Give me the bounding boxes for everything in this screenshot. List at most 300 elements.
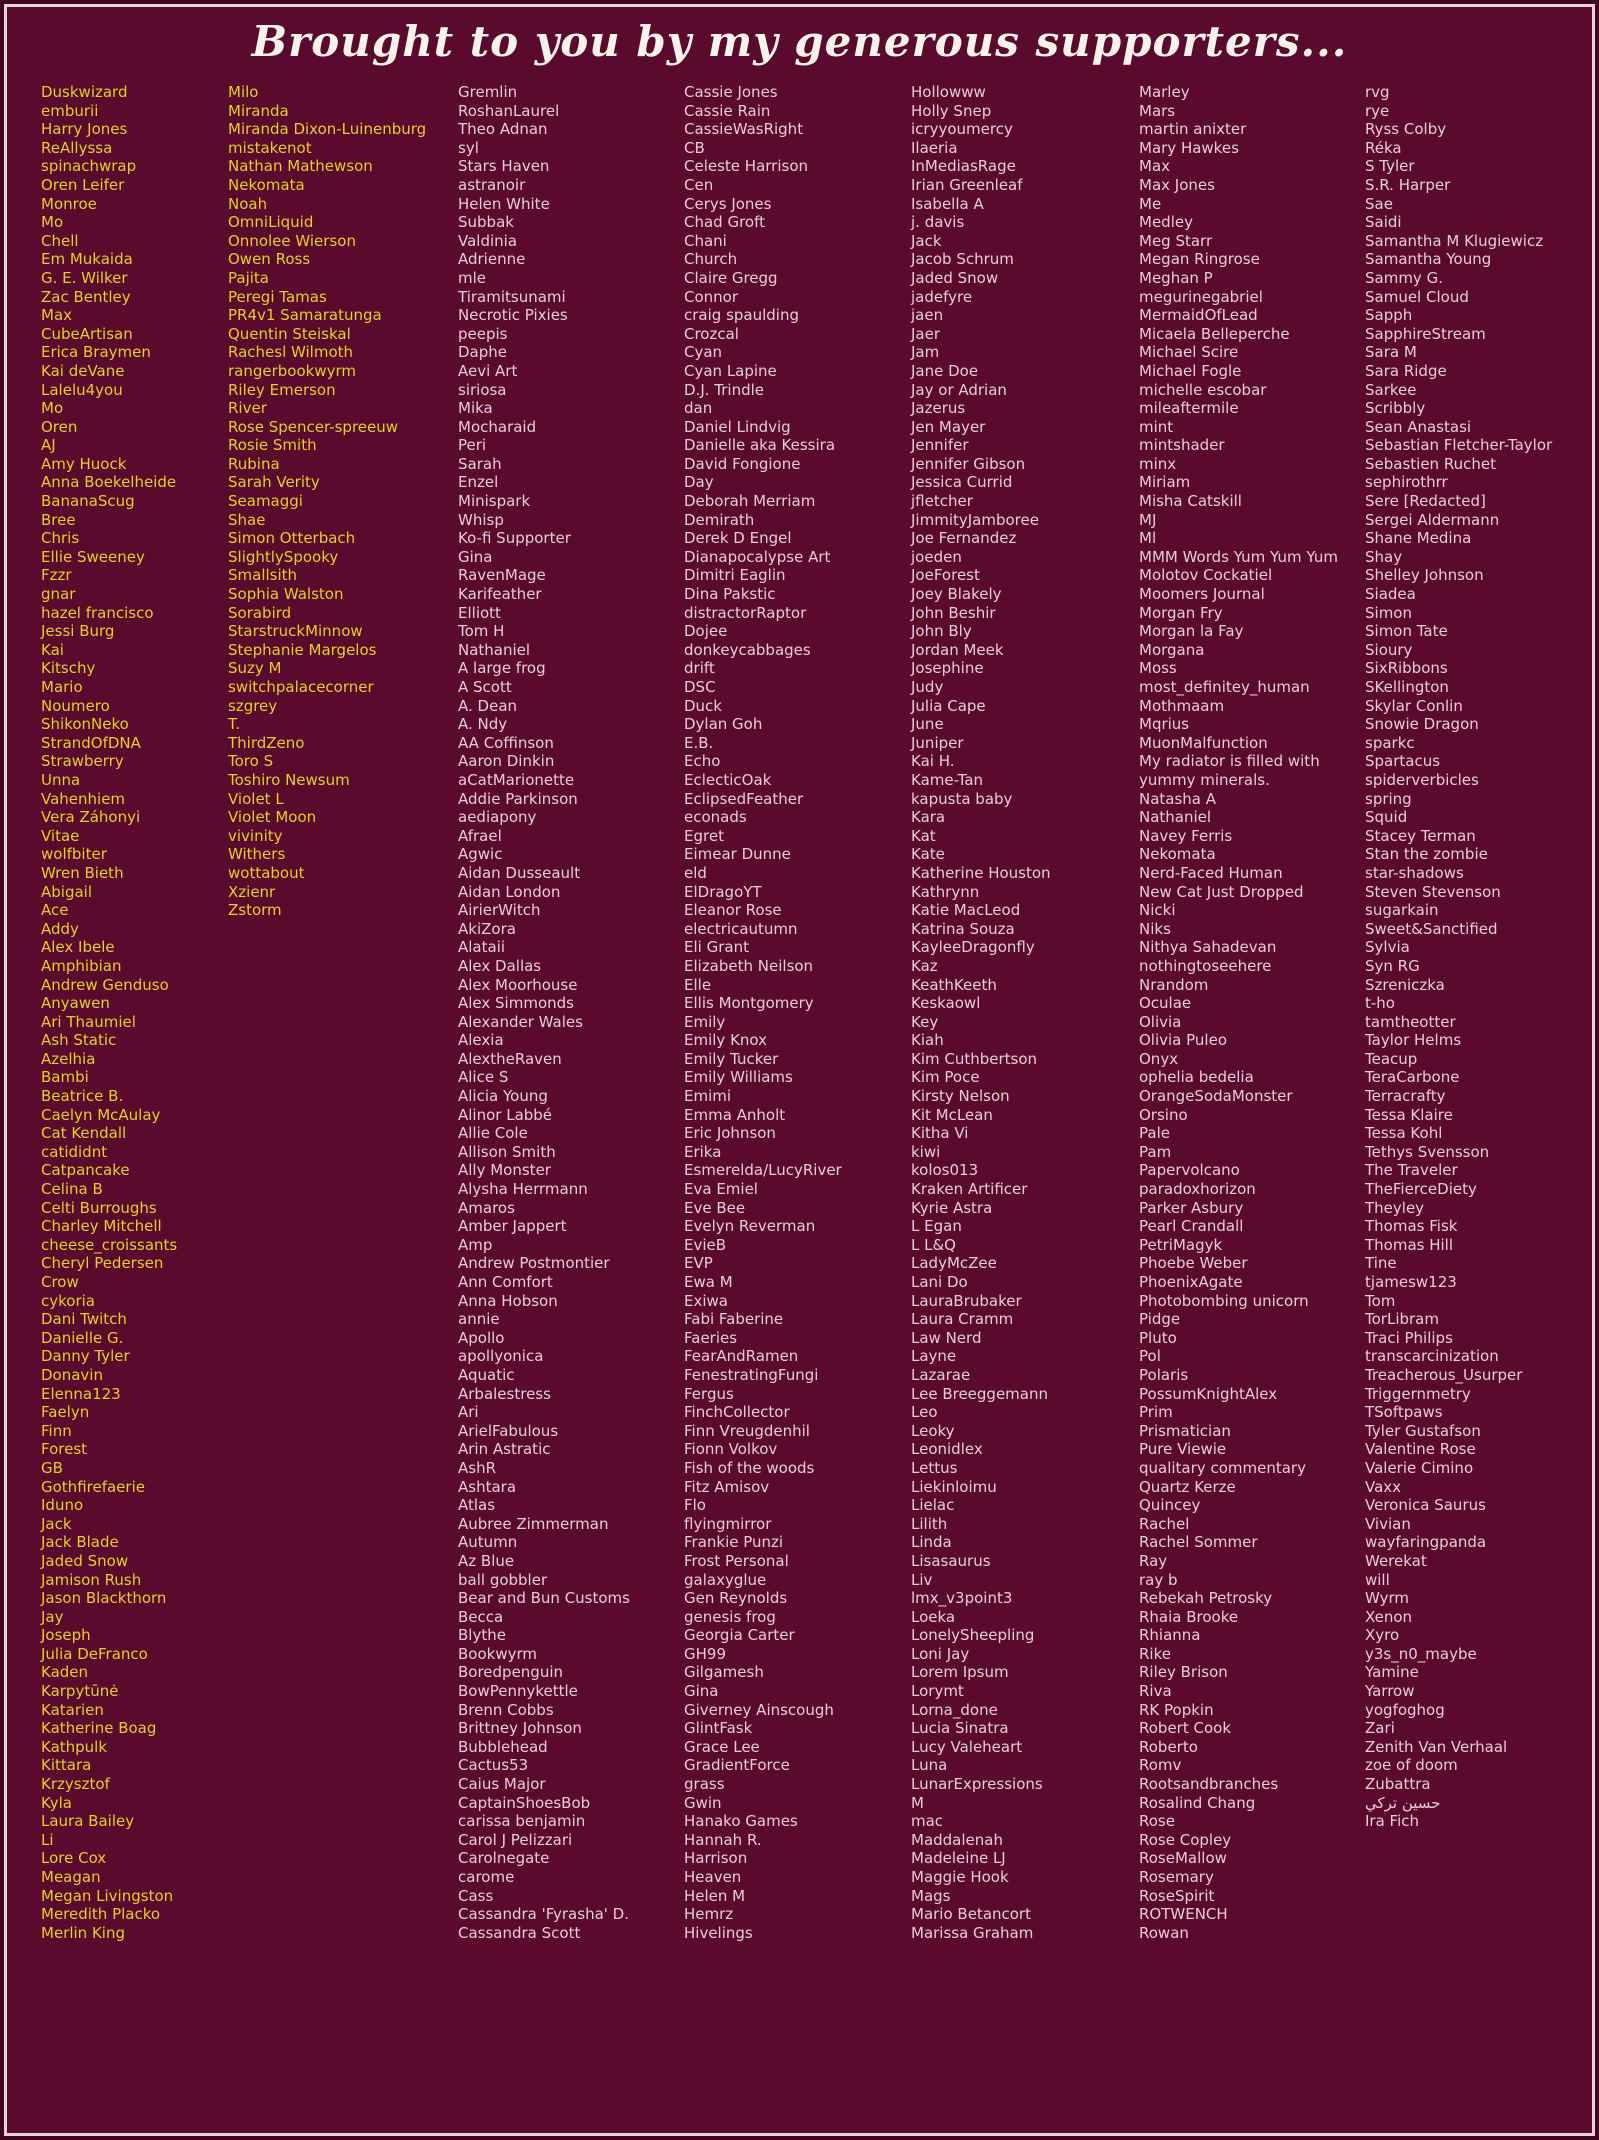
supporter-name: Emimi [684, 1087, 732, 1106]
supporter-name: Vera Záhonyi [41, 808, 141, 827]
supporter-name: flyingmirror [684, 1514, 772, 1533]
supporter-name: Hivelings [684, 1923, 753, 1942]
supporter-name: DSC [684, 678, 716, 696]
supporter-name: BananaScug [41, 492, 135, 511]
supporter-name: Rhaia Brooke [1139, 1607, 1239, 1626]
supporter-name: A Scott [458, 678, 512, 696]
supporter-name: Rachel Sommer [1139, 1533, 1258, 1552]
supporter-name: EclecticOak [684, 770, 772, 789]
supporter-name: Sarah Verity [228, 473, 320, 492]
supporter-name: Ann Comfort [458, 1273, 553, 1291]
supporter-name: Daniel Lindvig [684, 417, 791, 436]
supporter-name: Traci Philips [1365, 1328, 1453, 1347]
supporter-name: Jacob Schrum [911, 250, 1014, 269]
supporter-name: galaxyglue [684, 1570, 767, 1589]
supporter-name: SKellington [1365, 678, 1449, 696]
supporter-name: Jaded Snow [911, 268, 999, 287]
supporter-name: Arin Astratic [458, 1440, 551, 1459]
supporter-name: sparkc [1365, 733, 1415, 752]
supporter-name: Erica Braymen [41, 343, 151, 362]
supporter-name: Jennifer Gibson [911, 454, 1026, 473]
supporter-name: Niks [1139, 919, 1171, 938]
supporter-name: Rike [1139, 1644, 1171, 1663]
supporter-name: L Egan [911, 1217, 962, 1236]
supporter-name: Lee Breeggemann [911, 1384, 1048, 1403]
supporter-name: Necrotic Pixies [458, 306, 568, 325]
supporter-name: RavenMage [458, 566, 546, 585]
supporter-name: Jack [911, 231, 942, 250]
supporter-name: Sara M [1365, 343, 1417, 362]
supporter-name: Bree [41, 510, 76, 529]
supporter-name: Veronica Saurus [1365, 1496, 1486, 1515]
supporter-name: Ewa M [684, 1273, 733, 1291]
supporter-name: ElDragoYT [684, 882, 762, 901]
supporter-name: Keskaowl [911, 994, 981, 1013]
supporter-name: Parker Asbury [1139, 1198, 1244, 1217]
supporter-name: Li [41, 1830, 54, 1849]
supporter-name: Bear and Bun Customs [458, 1589, 630, 1608]
supporter-name: AshR [458, 1458, 497, 1477]
supporter-name: Anna Boekelheide [41, 473, 177, 492]
supporter-name: minx [1139, 454, 1177, 473]
supporter-name: Bambi [41, 1068, 89, 1087]
supporter-name: June [911, 715, 944, 734]
supporter-name: Emily Tucker [684, 1049, 779, 1068]
supporter-name: Jessica Currid [911, 473, 1013, 492]
supporter-name: Jessi Burg [41, 622, 115, 641]
supporter-name: Theyley [1365, 1198, 1425, 1217]
supporter-name: Valentine Rose [1365, 1440, 1476, 1459]
supporters-page [4, 4, 1595, 2136]
supporter-name: Agwic [458, 845, 503, 864]
supporter-name: nothingtoseehere [1139, 956, 1272, 975]
supporter-name: Eva Emiel [684, 1180, 758, 1199]
supporter-name: SixRibbons [1365, 659, 1448, 678]
supporter-name: ray b [1139, 1570, 1178, 1589]
supporter-name: Daphe [458, 343, 507, 362]
supporter-name: Vahenhiem [41, 789, 126, 808]
supporter-name: Theo Adnan [458, 120, 548, 139]
supporter-name: A. Dean [458, 696, 518, 715]
supporter-name: Max [1139, 157, 1171, 176]
supporter-name: Finn Vreugdenhil [684, 1421, 810, 1440]
supporter-name: Judy [911, 678, 944, 696]
supporter-name: Morgan Fry [1139, 603, 1223, 622]
supporter-name: Michael Scire [1139, 343, 1239, 362]
supporter-name: Xyro [1365, 1626, 1400, 1645]
supporter-name: TSoftpaws [1365, 1403, 1443, 1422]
supporter-name: Zac Bentley [41, 287, 131, 306]
supporter-name: Monroe [41, 194, 97, 213]
supporter-name: Moss [1139, 659, 1177, 678]
supporter-name: Jordan Meek [911, 640, 1004, 659]
supporter-name: Smallsith [228, 566, 298, 585]
supporter-name: Nekomata [1139, 845, 1216, 864]
supporter-name: Apollo [458, 1328, 505, 1347]
supporters-column-4 [684, 83, 908, 1942]
supporter-name: rvg [1365, 83, 1390, 101]
supporter-name: EclipsedFeather [684, 789, 804, 808]
supporter-name: Katie MacLeod [911, 901, 1021, 920]
supporter-name: Irian Greenleaf [911, 175, 1023, 194]
supporter-name: Rootsandbranches [1139, 1775, 1279, 1794]
supporter-name: Egret [684, 826, 724, 845]
supporter-name: John Beshir [911, 603, 996, 622]
supporter-name: Abigail [41, 882, 92, 901]
supporter-name: StarstruckMinnow [228, 622, 363, 641]
supporter-name: Caelyn McAulay [41, 1105, 161, 1124]
supporter-name: Robert Cook [1139, 1719, 1232, 1738]
supporter-name: MMM Words Yum Yum Yum [1139, 547, 1338, 566]
supporter-name: Ml [1139, 529, 1157, 548]
supporter-name: Eve Bee [684, 1198, 746, 1217]
supporter-name: StrandOfDNA [41, 733, 141, 752]
supporter-name: Sophia Walston [228, 585, 344, 604]
supporter-name: joeden [911, 547, 962, 566]
supporter-name: Fzzr [41, 566, 72, 585]
supporter-name: hazel francisco [41, 603, 154, 622]
supporter-name: sugarkain [1365, 901, 1439, 920]
supporter-name: Oculae [1139, 994, 1192, 1013]
supporter-name: mle [458, 268, 487, 287]
supporter-name: Aubree Zimmerman [458, 1514, 609, 1533]
supporter-name: yogfoghog [1365, 1700, 1445, 1719]
supporter-name: Danielle G. [41, 1328, 124, 1347]
supporter-name: Giverney Ainscough [684, 1700, 834, 1719]
supporter-name: Ash Static [41, 1031, 117, 1050]
supporter-name: t-ho [1365, 994, 1395, 1013]
supporter-name: Sebastian Fletcher-Taylor [1365, 436, 1553, 455]
supporter-name: Chell [41, 231, 79, 250]
supporter-name: Brittney Johnson [458, 1719, 582, 1738]
supporter-name: Rebekah Petrosky [1139, 1589, 1273, 1608]
supporter-name: Kame-Tan [911, 770, 984, 789]
supporter-name: grass [684, 1775, 725, 1794]
supporter-name: Megan Livingston [41, 1886, 174, 1905]
page-title: Brought to you by my generous supporters... [251, 17, 1348, 66]
supporter-name: Juniper [911, 733, 964, 752]
supporter-name: Gina [684, 1682, 719, 1701]
supporter-name: Shane Medina [1365, 529, 1472, 548]
supporter-name: Danielle aka Kessira [684, 436, 836, 455]
supporter-name: Ally Monster [458, 1161, 551, 1180]
supporter-name: Sarkee [1365, 380, 1417, 399]
supporter-name: Peregi Tamas [228, 287, 327, 306]
supporter-name: T. [228, 715, 241, 734]
supporter-name: jadefyre [911, 287, 973, 306]
supporter-name: Alex Ibele [41, 938, 115, 957]
supporter-name: Emma Anholt [684, 1105, 786, 1124]
supporter-name: Ray [1139, 1551, 1168, 1570]
supporter-name: Pluto [1139, 1328, 1177, 1347]
supporter-name: Iduno [41, 1496, 84, 1515]
supporter-name: Marissa Graham [911, 1923, 1034, 1942]
supporter-name: Eric Johnson [684, 1124, 776, 1143]
supporter-name: star-shadows [1365, 863, 1464, 882]
supporter-name: Merlin King [41, 1923, 125, 1942]
supporter-name: megurinegabriel [1139, 287, 1263, 306]
supporter-name: Ira Fich [1365, 1812, 1420, 1831]
supporter-name: Frost Personal [684, 1551, 789, 1570]
supporter-name: The Traveler [1365, 1161, 1458, 1180]
supporter-name: Elle [684, 975, 712, 994]
supporter-name: Katarien [41, 1700, 104, 1719]
supporter-name: Sae [1365, 194, 1393, 213]
supporter-name: craig spaulding [684, 306, 799, 325]
supporter-name: Celina B [41, 1180, 103, 1199]
supporter-name: Kim Poce [911, 1068, 980, 1087]
supporter-name: Aaron Dinkin [458, 752, 555, 771]
supporter-name: Roberto [1139, 1737, 1198, 1756]
supporter-name: River [228, 399, 267, 418]
supporter-name: Sioury [1365, 640, 1413, 659]
supporter-name: wayfaringpanda [1365, 1533, 1487, 1552]
supporter-name: Blythe [458, 1626, 506, 1645]
supporter-name: Hollowww [911, 83, 986, 101]
supporter-name: Shelley Johnson [1365, 566, 1484, 585]
supporter-name: Chris [41, 529, 80, 548]
supporter-name: CaptainShoesBob [458, 1793, 591, 1812]
supporter-name: Noah [228, 194, 268, 213]
supporter-name: Karpytūnė [41, 1682, 119, 1701]
supporter-name: Faeries [684, 1328, 738, 1347]
supporter-name: AA Coffinson [458, 733, 554, 752]
supporters-column-5 [911, 83, 1135, 1942]
supporter-name: Olivia Puleo [1139, 1031, 1228, 1050]
supporter-name: M [911, 1793, 924, 1812]
supporter-name: rangerbookwyrm [228, 361, 357, 380]
supporter-name: Sorabird [228, 603, 292, 622]
supporter-name: Gina [458, 547, 493, 566]
supporter-name: electricautumn [684, 919, 798, 938]
supporter-name: Azelhia [41, 1049, 96, 1068]
supporter-name: ArielFabulous [458, 1421, 559, 1440]
supporter-name: Deborah Merriam [684, 492, 816, 511]
supporter-name: Jam [911, 343, 940, 362]
supporter-name: Minispark [458, 492, 531, 511]
supporter-name: Lani Do [911, 1273, 968, 1291]
supporter-name: AlextheRaven [458, 1049, 562, 1068]
supporter-name: Jamison Rush [41, 1570, 142, 1589]
supporter-name: Moomers Journal [1139, 585, 1265, 604]
supporter-name: tjamesw123 [1365, 1273, 1457, 1291]
supporter-name: Yamine [1365, 1663, 1419, 1682]
supporter-name: Aidan Dusseault [458, 863, 581, 882]
supporter-name: Kathrynn [911, 882, 980, 901]
supporter-name: Sara Ridge [1365, 361, 1447, 380]
supporter-name: Helen M [684, 1886, 746, 1905]
supporter-name: Rowan [1139, 1923, 1189, 1942]
supporter-name: Jane Doe [911, 361, 979, 380]
supporter-name: Jason Blackthorn [41, 1589, 167, 1608]
supporter-name: Amphibian [41, 956, 122, 975]
supporter-name: Phoebe Weber [1139, 1254, 1248, 1273]
supporter-name: OmniLiquid [228, 213, 314, 232]
supporter-name: Claire Gregg [684, 268, 778, 287]
supporter-name: Rose Copley [1139, 1830, 1232, 1849]
supporter-name: RoseMallow [1139, 1849, 1227, 1868]
supporter-name: Andrew Postmontier [458, 1254, 610, 1273]
supporter-name: Enzel [458, 473, 499, 492]
supporter-name: Rose [1139, 1812, 1175, 1831]
supporter-name: mintshader [1139, 436, 1225, 455]
supporter-name: Allison Smith [458, 1142, 556, 1161]
supporter-name: spinachwrap [41, 157, 137, 176]
supporter-name: Eimear Dunne [684, 845, 791, 864]
supporter-name: MuonMalfunction [1139, 733, 1268, 752]
supporter-name: Carolnegate [458, 1849, 550, 1868]
supporter-name: Alex Dallas [458, 956, 542, 975]
supporter-name: transcarcinization [1365, 1347, 1499, 1366]
supporter-name: Fitz Amisov [684, 1477, 770, 1496]
supporter-name: Jazerus [911, 399, 966, 418]
supporter-name: tamtheotter [1365, 1012, 1456, 1031]
supporter-name: Dianapocalypse Art [684, 547, 831, 566]
supporter-name: Loeka [911, 1607, 956, 1626]
supporter-name: JimmityJamboree [911, 510, 1039, 529]
supporter-name: Liekinloimu [911, 1477, 997, 1496]
supporter-name: Mars [1139, 101, 1176, 120]
supporter-name: Oren [41, 417, 78, 436]
supporter-name: Riley Brison [1139, 1663, 1228, 1682]
supporter-name: Whisp [458, 510, 504, 529]
supporter-name: PhoenixAgate [1139, 1273, 1243, 1291]
supporter-name: Arbalestress [458, 1384, 551, 1403]
supporter-name: Chad Groft [684, 213, 765, 232]
supporter-name: Anyawen [41, 994, 110, 1013]
supporter-name: Owen Ross [228, 250, 311, 269]
supporter-name: Mocharaid [458, 417, 537, 436]
supporter-name: Cassandra Scott [458, 1923, 581, 1942]
supporter-name: Rosie Smith [228, 436, 317, 455]
supporter-name: Jaded Snow [41, 1551, 129, 1570]
supporter-name: ThirdZeno [228, 733, 305, 752]
supporter-name: حسين تركي [1365, 1793, 1441, 1812]
supporter-name: Madeleine LJ [911, 1849, 1006, 1868]
supporter-name: Teacup [1365, 1049, 1418, 1068]
supporter-name: Ari [458, 1403, 479, 1422]
supporter-name: GB [41, 1458, 63, 1477]
supporter-name: Miriam [1139, 473, 1191, 492]
supporter-name: Caius Major [458, 1775, 546, 1794]
supporter-name: A large frog [458, 659, 546, 678]
supporter-name: econads [684, 808, 747, 827]
supporter-name: Sarah [458, 454, 502, 473]
supporter-name: Tethys Svensson [1365, 1142, 1490, 1161]
supporter-name: Zenith Van Verhaal [1365, 1737, 1508, 1756]
supporter-name: kolos013 [911, 1161, 979, 1180]
supporter-name: Maggie Hook [911, 1868, 1009, 1886]
supporter-name: Prismatician [1139, 1421, 1231, 1440]
supporter-name: Misha Catskill [1139, 492, 1242, 511]
supporter-name: GlintFask [684, 1719, 753, 1738]
supporter-name: Key [911, 1012, 939, 1031]
supporter-name: Mqrius [1139, 715, 1190, 734]
supporter-name: kapusta baby [911, 789, 1013, 808]
supporter-name: Sweet&Sanctified [1365, 919, 1498, 938]
supporter-name: Werekat [1365, 1551, 1427, 1570]
supporter-name: Alex Simmonds [458, 994, 574, 1013]
supporter-name: Lielac [911, 1496, 955, 1515]
supporter-name: michelle escobar [1139, 380, 1267, 399]
supporter-name: rye [1365, 101, 1390, 120]
supporter-name: Cen [684, 175, 714, 194]
supporter-name: Helen White [458, 194, 550, 213]
supporter-name: Papervolcano [1139, 1161, 1240, 1180]
supporter-name: Violet L [228, 789, 284, 808]
supporter-name: Nicki [1139, 901, 1176, 920]
supporter-name: SlightlySpooky [228, 547, 339, 566]
supporter-name: j. davis [911, 213, 965, 232]
supporter-name: Valdinia [458, 231, 518, 250]
supporter-name: D.J. Trindle [684, 380, 764, 399]
supporter-name: Andrew Genduso [41, 975, 169, 994]
supporter-name: gnar [41, 585, 76, 604]
supporter-name: Amaros [458, 1198, 515, 1217]
supporter-name: Duskwizard [41, 83, 128, 101]
supporter-name: Meredith Placko [41, 1905, 161, 1924]
supporter-name: My radiator is filled with yummy minerals. [1139, 752, 1320, 789]
supporter-name: Taylor Helms [1365, 1031, 1462, 1050]
supporter-name: Siadea [1365, 585, 1416, 604]
supporter-name: Zstorm [228, 901, 282, 920]
supporter-name: Crozcal [684, 324, 739, 343]
supporter-name: Gremlin [458, 83, 518, 101]
supporter-name: peepis [458, 324, 508, 343]
supporter-name: KayleeDragonfly [911, 938, 1035, 957]
supporter-name: E.B. [684, 733, 714, 752]
supporter-name: Rose Spencer-spreeuw [228, 417, 399, 436]
supporter-name: Treacherous_Usurper [1365, 1365, 1523, 1384]
supporter-name: donkeycabbages [684, 640, 811, 659]
supporter-name: A. Ndy [458, 715, 508, 734]
supporter-name: TeraCarbone [1365, 1068, 1460, 1087]
supporter-name: Jack Blade [41, 1533, 119, 1552]
supporter-name: MJ [1139, 510, 1157, 529]
supporter-name: Allie Cole [458, 1124, 528, 1143]
supporter-name: New Cat Just Dropped [1139, 882, 1304, 901]
supporter-name: Georgia Carter [684, 1626, 795, 1645]
supporter-name: Cass [458, 1886, 494, 1905]
supporters-column-3 [458, 83, 680, 1942]
supporter-name: Katherine Houston [911, 863, 1051, 882]
supporter-name: Hanako Games [684, 1812, 798, 1831]
supporter-name: KeathKeeth [911, 975, 997, 994]
supporter-name: PR4v1 Samaratunga [228, 306, 382, 325]
supporter-name: Stephanie Margelos [228, 640, 377, 659]
supporter-name: Steven Stevenson [1365, 882, 1501, 901]
supporter-name: Lucy Valeheart [911, 1737, 1023, 1756]
supporter-name: emburii [41, 101, 99, 120]
supporter-name: Emily Knox [684, 1031, 768, 1050]
supporter-name: David Fongione [684, 454, 801, 473]
supporter-name: Jack [41, 1514, 72, 1533]
supporter-name: Romv [1139, 1756, 1182, 1775]
supporter-name: Max [41, 306, 73, 325]
supporter-name: Ellie Sweeney [41, 547, 145, 566]
supporter-name: drift [684, 659, 715, 678]
supporter-name: Medley [1139, 213, 1193, 232]
supporter-name: RoseSpirit [1139, 1886, 1215, 1905]
supporter-name: Orsino [1139, 1105, 1188, 1124]
supporter-name: Szreniczka [1365, 975, 1445, 994]
supporter-name: Samantha Young [1365, 250, 1492, 269]
supporter-name: Tine [1365, 1254, 1397, 1273]
supporter-name: Faelyn [41, 1403, 90, 1422]
supporter-name: Onyx [1139, 1049, 1179, 1068]
supporter-name: Kyrie Astra [911, 1198, 993, 1217]
supporter-name: Subbak [458, 213, 514, 232]
